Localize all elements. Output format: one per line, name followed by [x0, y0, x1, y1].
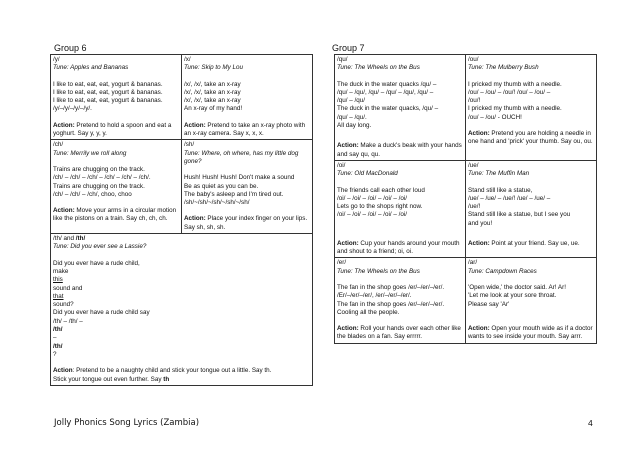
table-row [51, 140, 313, 234]
table-row [335, 258, 597, 343]
sound-label: /sh/ [184, 141, 195, 149]
action-text: Action: Roll your hands over each other like the blades on a fan. Say errrrr. [337, 325, 461, 341]
lyrics: I pricked my thumb with a needle. /ou/ – /ou/ – /ou/! /ou/ – /ou/ – /ou/! I pricked my thumb with a needle. /ou/ – /ou/ - OUCH! [468, 80, 562, 121]
table-row [51, 234, 313, 386]
lyrics: Hush! Hush! Hush! Don't make a sound Be as quiet as you can be. The baby's asleep and I'm tired out. /sh/~/sh/~/sh/~/sh/~/sh/ [184, 174, 295, 207]
action-text-2: Stick your tongue out even further. Say th [53, 375, 170, 383]
group-6-table [50, 54, 313, 386]
sound-label: /ar/ [468, 259, 478, 267]
lyrics: Trains are chugging on the track. /ch/ – /ch/ – /ch/ – /ch/ – /ch/ – /ch/. Trains are chugging on the track. /ch/ – /ch/ – /ch/, choo, choo [53, 165, 151, 198]
lyrics: I like to eat, eat, eat, yogurt & bananas. I like to eat, eat, eat, yogurt & bananas. I like to eat, eat, eat, yogurt & bananas. /y/–/y/–/y/–/y/. [53, 80, 163, 113]
tune-label: Tune: Old MacDonald [337, 170, 398, 178]
table-row [335, 160, 597, 257]
action-text: Action: Pretend to be a naughty child and stick your tongue out a little. Say th. [53, 367, 272, 375]
sound-label: /y/ [53, 56, 60, 63]
song-cell-ou [466, 55, 597, 161]
tune-label: Tune: Did you ever see a Lassie? [53, 243, 147, 251]
table-row [335, 55, 597, 161]
song-cell-qu [335, 55, 466, 161]
action-text: Action: Move your arms in a circular motion like the pistons on a train. Say ch, ch, ch. [53, 207, 177, 223]
tune-label: Tune: The Muffin Man [468, 170, 530, 178]
song-cell-th [51, 234, 313, 386]
song-cell-oi [335, 160, 466, 257]
sound-label: /ch/ [53, 141, 64, 149]
sound-label: /x/ [184, 56, 191, 63]
tune-label: Tune: Apples and Bananas [53, 64, 129, 72]
song-cell-ch [51, 140, 182, 234]
sound-label: /qu/ [337, 56, 348, 63]
tune-label: Tune: The Mulberry Bush [468, 64, 539, 72]
lyrics: The fan in the shop goes /er/–/er/–/er/. /Er/–/er/–/er/, /er/–/er/–/er/. The fan in the shop goes /er/–/er/–/er/. Cooling all the people. [337, 283, 445, 316]
table-row [51, 55, 313, 140]
lyrics: The duck in the water quacks /qu/ – /qu/ – /qu/, /qu/ – /qu/ – /qu/, /qu/ – /qu/ – /qu/ The duck in the water quacks, /qu/ – /qu/ – /qu/. All day long. [337, 80, 439, 130]
tune-label: Tune: The Wheels on the Bus [337, 267, 420, 275]
sound-label: /ue/ [468, 161, 479, 169]
action-text: Action: Open your mouth wide as if a doctor wants to see inside your mouth. Say arrr. [468, 324, 593, 341]
sound-label: /th/ and /th/ [53, 235, 86, 243]
tune-label: Tune: Skip to My Lou [184, 64, 244, 72]
lyrics: 'Open wide,' the doctor said. Ar! Ar! 'Let me look at your sore throat. Please say 'Ar' [468, 283, 566, 308]
tune-label: Tune: Where, oh where, has my little dog gone? [184, 149, 299, 165]
action-text: Action: Place your index finger on your lips. Say sh, sh, sh. [184, 215, 308, 231]
group-7-title: Group 7 [332, 43, 365, 53]
sound-label: /oi/ [337, 161, 346, 169]
action-text: Action: Cup your hands around your mouth and shout to a friend; oi, oi. [337, 239, 460, 256]
song-cell-y [51, 55, 182, 140]
lyrics: Did you ever have a rude child, make this sound and that sound? Did you ever have a rude child say /th/ – /th/ – /th/ – /th/ ? [53, 259, 150, 358]
action-text: Action: Pretend to take an x-ray photo with an x-ray camera. Say x, x, x. [184, 121, 306, 138]
song-cell-x [182, 55, 313, 140]
tune-label: Tune: Merrily we roll along [53, 149, 127, 157]
action-text: Action: Make a duck's beak with your hands and say qu, qu. [337, 142, 462, 158]
lyrics: Stand still like a statue, /ue/ – /ue/ – /ue/! /ue/ – /ue/ – /ue/! Stand still like a statue, but I see you and you! [468, 186, 571, 227]
song-cell-er [335, 258, 466, 343]
footer-title: Jolly Phonics Song Lyrics (Zambia) [54, 418, 200, 428]
sound-label: /er/ [337, 259, 347, 267]
lyrics: /x/, /x/, take an x-ray /x/, /x/, take an x-ray /x/, /x/, take an x-ray An x-ray of my hand! [184, 80, 243, 113]
song-cell-ar [466, 258, 597, 343]
action-text: Action: Pretend to hold a spoon and eat a yoghurt. Say y, y, y. [53, 121, 172, 138]
action-text: Action: Pretend you are holding a needle in one hand and 'prick' your thumb. Say ou, ou. [468, 130, 593, 146]
sound-label: /ou/ [468, 56, 479, 63]
song-cell-ue [466, 160, 597, 257]
group-7-table [334, 54, 597, 344]
page-number: 4 [588, 418, 593, 428]
group-6-title: Group 6 [54, 43, 87, 53]
song-cell-sh [182, 140, 313, 234]
lyrics: The friends call each other loud /oi/ – /oi/ – /oi/ – /oi/ – /oi/ Lets go to the shops right now. /oi/ – /oi/ – /oi/ – /oi/ – /oi/ [337, 186, 425, 219]
tune-label: Tune: The Wheels on the Bus [337, 64, 420, 72]
action-text: Action: Point at your friend. Say ue, ue. [468, 240, 580, 248]
tune-label: Tune: Campdown Races [468, 267, 537, 275]
